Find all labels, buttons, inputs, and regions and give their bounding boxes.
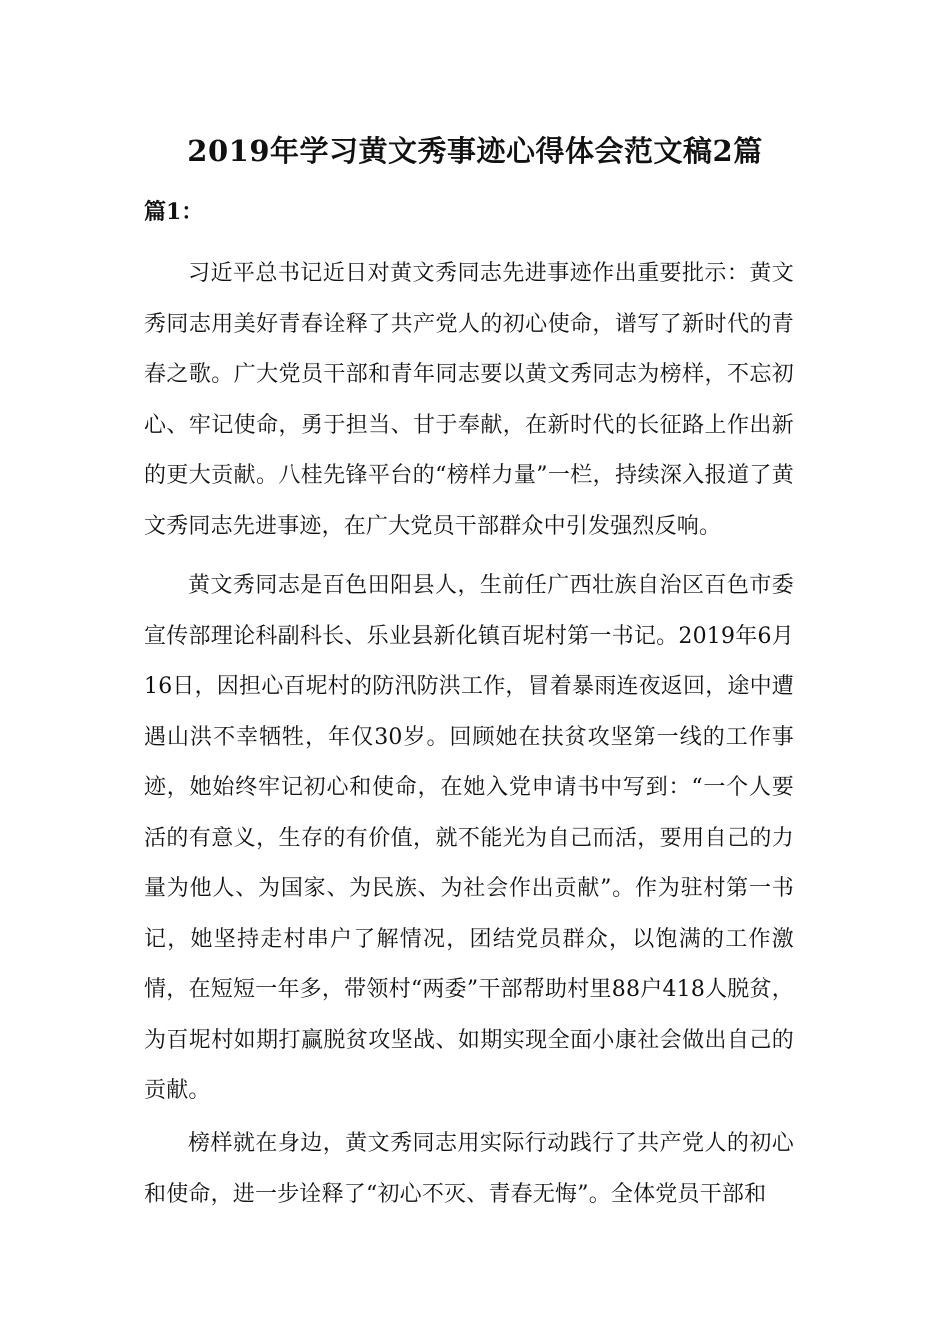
paragraph-3: 榜样就在身边，黄文秀同志用实际行动践行了共产党人的初心和使命，进一步诠释了“初心不灭、青春无悔”。全体党员干部和 [144,1131,794,1207]
paragraph-2: 黄文秀同志是百色田阳县人，生前任广西壮族自治区百色市委宣传部理论科副科长、乐业县新化镇百坭村第一书记。2019年6月16日，因担心百坭村的防汛防洪工作，冒着暴雨连夜返回，途中遭遇山洪不幸牺牲，年仅30岁。回顾她在扶贫攻坚第一线的工作事迹，她始终牢记初心和使命，在她入党申请书中写到：“一个人要活的有意义，生存的有价值，就不能光为自己而活，要用自己的力量为他人、为国家、为民族、为社会作出贡献”。作为驻村第一书记，她坚持走村串户了解情况，团结党员群众，以饱满的工作激情，在短短一年多，带领村“两委”干部帮助村里88户418人脱贫，为百坭村如期打赢脱贫攻坚战、如期实现全面小康社会做出自己的贡献。 [144,573,794,1103]
section-heading: 篇1： [144,199,204,225]
document-title: 2019年学习黄文秀事迹心得体会范文稿2篇 [187,134,763,168]
paragraph-1: 习近平总书记近日对黄文秀同志先进事迹作出重要批示：黄文秀同志用美好青春诠释了共产党人的初心使命，谱写了新时代的青春之歌。广大党员干部和青年同志要以黄文秀同志为榜样，不忘初心、牢记使命，勇于担当、甘于奉献，在新时代的长征路上作出新的更大贡献。八桂先锋平台的“榜样力量”一栏，持续深入报道了黄文秀同志先进事迹，在广大党员干部群众中引发强烈反响。 [144,261,794,539]
